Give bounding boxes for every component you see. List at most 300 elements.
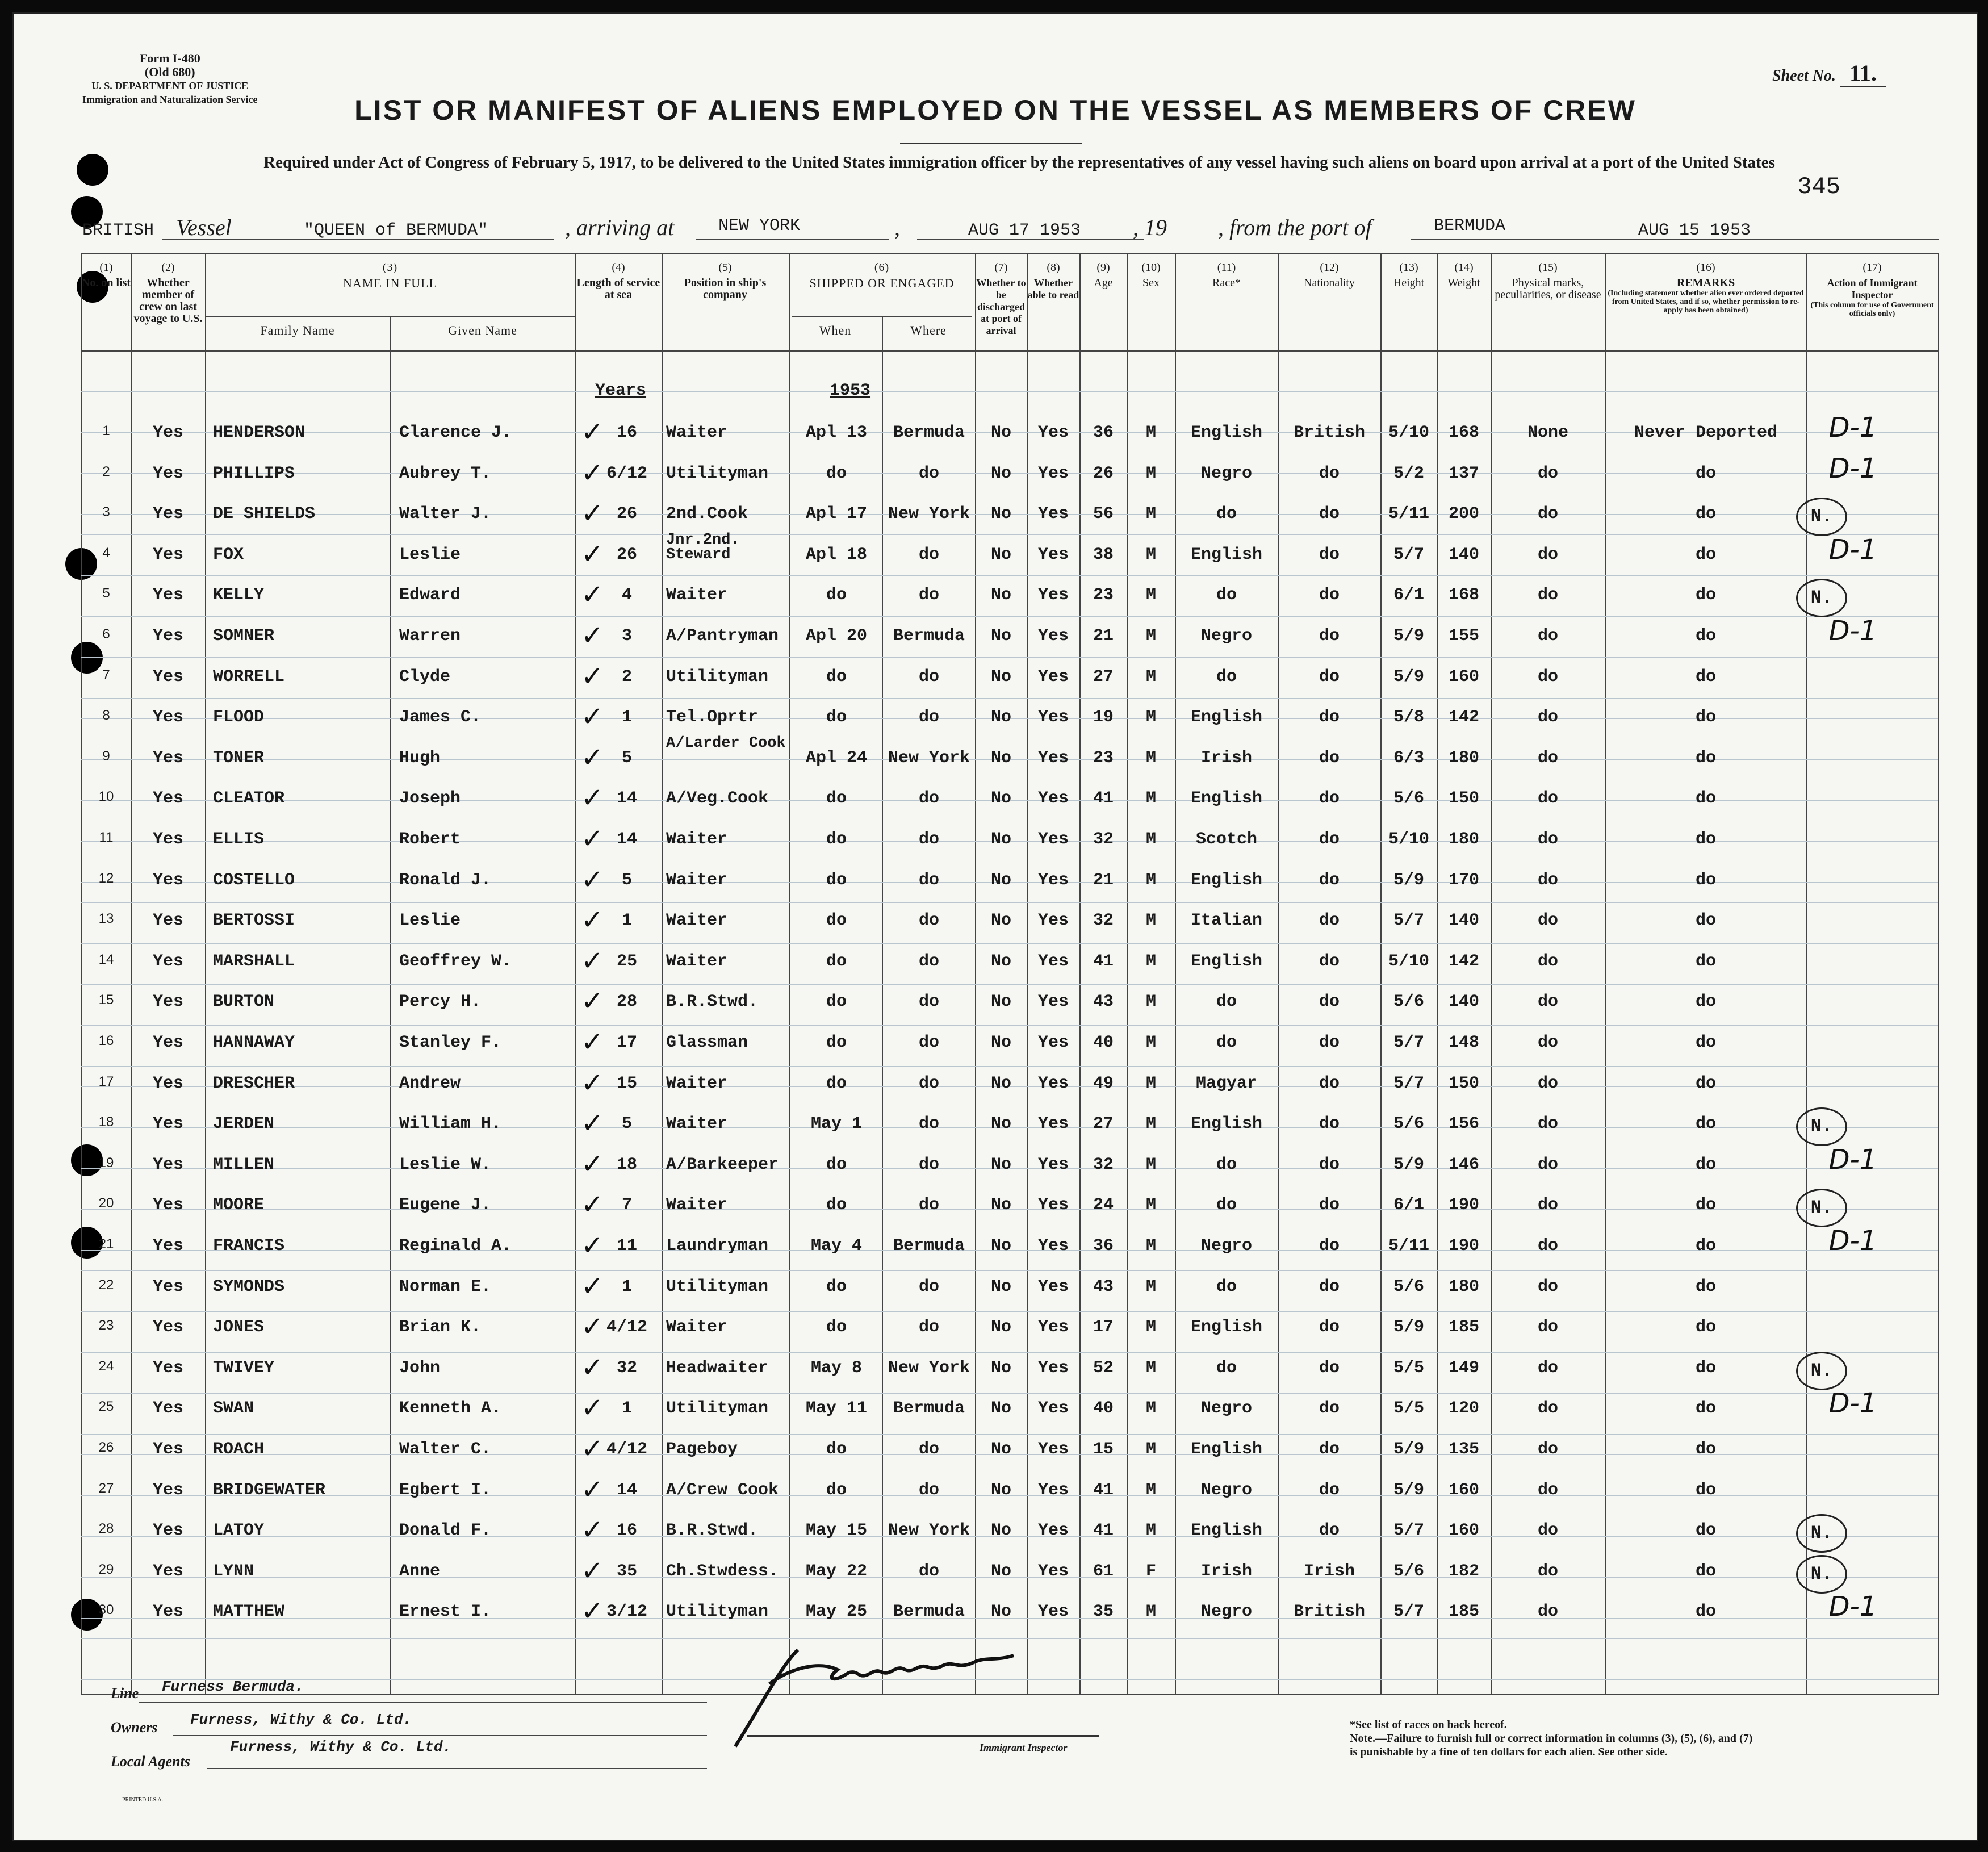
cell-sex: M — [1145, 463, 1156, 483]
cell-read: Yes — [1037, 708, 1069, 728]
cell-sex: M — [1145, 545, 1156, 565]
cell-remarks: do — [1695, 1195, 1716, 1215]
cell-race: English — [1190, 870, 1263, 890]
cell-given: Leslie — [399, 911, 461, 931]
cell-disch: No — [990, 1318, 1011, 1337]
cell-service: 3 — [621, 626, 632, 646]
cell-marks: do — [1537, 1521, 1558, 1541]
cell-height: 5/2 — [1393, 463, 1424, 483]
cell-marks: do — [1537, 1195, 1558, 1215]
cell-disch: No — [990, 1480, 1011, 1500]
cell-nat: do — [1319, 708, 1340, 728]
cell-when: do — [826, 1195, 847, 1215]
cell-nat: do — [1319, 1155, 1340, 1174]
cell-read: Yes — [1037, 911, 1069, 931]
cell-remarks: do — [1695, 1440, 1716, 1459]
cell-given: Geoffrey W. — [399, 951, 512, 971]
cell-read: Yes — [1037, 667, 1069, 687]
cell-given: Joseph — [399, 789, 461, 809]
cell-age: 61 — [1093, 1561, 1114, 1581]
year-label: , 19 — [1133, 215, 1167, 240]
cell-age: 26 — [1093, 463, 1114, 483]
cell-sex: M — [1145, 1318, 1156, 1337]
cell-where: do — [918, 830, 939, 849]
cell-service: 6/12 — [606, 463, 647, 483]
cell-remarks: do — [1695, 1155, 1716, 1174]
cell-sex: M — [1145, 1602, 1156, 1622]
cell-race: English — [1190, 1318, 1263, 1337]
cell-age: 36 — [1093, 1236, 1114, 1256]
cell-marks: do — [1537, 1561, 1558, 1581]
cell-family: PHILLIPS — [213, 463, 295, 483]
cell-weight: 180 — [1448, 748, 1479, 768]
cell-disch: No — [990, 1114, 1011, 1134]
vessel-label: Vessel — [176, 215, 232, 240]
cell-action: D-1 — [1828, 533, 1877, 566]
cell-age: 41 — [1093, 1480, 1114, 1500]
cell-when: do — [826, 586, 847, 605]
years-label: Years — [595, 381, 647, 400]
cell-position: Waiter — [666, 1195, 728, 1215]
cell-where: do — [918, 586, 939, 605]
cell-sex: M — [1145, 1236, 1156, 1256]
cell-last: Yes — [152, 667, 183, 687]
cell-no: 2 — [102, 463, 110, 479]
cell-disch: No — [990, 1602, 1011, 1622]
cell-when: do — [826, 1318, 847, 1337]
owners-label: Owners — [111, 1719, 158, 1736]
cell-weight: 140 — [1448, 545, 1479, 565]
cell-marks: do — [1537, 1073, 1558, 1093]
cell-race: Magyar — [1195, 1073, 1258, 1093]
cell-action: D-1 — [1828, 1143, 1877, 1176]
check-mark-icon: ✓ — [580, 1189, 604, 1221]
check-mark-icon: ✓ — [580, 904, 604, 937]
cell-when: do — [826, 992, 847, 1012]
cell-family: CLEATOR — [213, 789, 285, 809]
cell-family: ELLIS — [213, 830, 265, 849]
cell-nat: do — [1319, 870, 1340, 890]
cell-no: 6 — [102, 626, 110, 642]
cell-disch: No — [990, 911, 1011, 931]
cell-age: 27 — [1093, 1114, 1114, 1134]
cell-sex: M — [1145, 586, 1156, 605]
cell-position: Glassman — [666, 1033, 748, 1052]
cell-height: 5/6 — [1393, 1277, 1424, 1297]
cell-given: Walter C. — [399, 1440, 492, 1459]
cell-position: Utilityman — [666, 667, 769, 687]
cell-last: Yes — [152, 1318, 183, 1337]
cell-age: 40 — [1093, 1033, 1114, 1052]
cell-race: Irish — [1200, 748, 1252, 768]
cell-nat: do — [1319, 1195, 1340, 1215]
cell-family: MILLEN — [213, 1155, 275, 1174]
cell-service: 32 — [616, 1358, 637, 1378]
cell-action: D-1 — [1828, 1225, 1877, 1257]
cell-read: Yes — [1037, 1073, 1069, 1093]
cell-service: 5 — [621, 1114, 632, 1134]
cell-remarks: do — [1695, 1399, 1716, 1419]
cell-race: Negro — [1200, 1480, 1252, 1500]
cell-sex: M — [1145, 626, 1156, 646]
vessel-name: "QUEEN of BERMUDA" — [304, 221, 488, 240]
check-mark-icon: ✓ — [580, 416, 604, 448]
cell-service: 4/12 — [606, 1440, 647, 1459]
cell-disch: No — [990, 626, 1011, 646]
cell-disch: No — [990, 992, 1011, 1012]
cell-no: 30 — [98, 1602, 114, 1618]
cell-where: do — [918, 708, 939, 728]
cell-disch: No — [990, 748, 1011, 768]
cell-weight: 150 — [1448, 1073, 1479, 1093]
cell-when: do — [826, 1155, 847, 1174]
cell-last: Yes — [152, 423, 183, 442]
cell-nat: do — [1319, 951, 1340, 971]
cell-last: Yes — [152, 1195, 183, 1215]
cell-read: Yes — [1037, 789, 1069, 809]
cell-height: 5/7 — [1393, 545, 1424, 565]
cell-marks: do — [1537, 870, 1558, 890]
cell-position: Utilityman — [666, 1602, 769, 1622]
check-mark-icon: ✓ — [580, 1148, 604, 1180]
cell-position: Waiter — [666, 586, 728, 605]
cell-marks: do — [1537, 1358, 1558, 1378]
cell-last: Yes — [152, 504, 183, 524]
cell-height: 5/5 — [1393, 1358, 1424, 1378]
cell-when: do — [826, 1033, 847, 1052]
cell-position: Waiter — [666, 1114, 728, 1134]
cell-when: May 11 — [805, 1399, 868, 1419]
cell-service: 5 — [621, 870, 632, 890]
cell-family: BRIDGEWATER — [213, 1480, 326, 1500]
cell-height: 5/9 — [1393, 870, 1424, 890]
cell-height: 5/9 — [1393, 1440, 1424, 1459]
cell-given: Eugene J. — [399, 1195, 492, 1215]
cell-given: Walter J. — [399, 504, 492, 524]
cell-height: 5/8 — [1393, 708, 1424, 728]
cell-when: do — [826, 830, 847, 849]
cell-no: 5 — [102, 586, 110, 601]
header-weight: (14) Weight — [1447, 261, 1480, 289]
sheet-label: Sheet No. — [1772, 67, 1836, 85]
cell-age: 23 — [1093, 748, 1114, 768]
cell-age: 52 — [1093, 1358, 1114, 1378]
cell-age: 38 — [1093, 545, 1114, 565]
cell-last: Yes — [152, 911, 183, 931]
cell-disch: No — [990, 1440, 1011, 1459]
cell-remarks: do — [1695, 789, 1716, 809]
cell-age: 40 — [1093, 1399, 1114, 1419]
header-no: (1) No. on list — [81, 261, 131, 289]
cell-weight: 185 — [1448, 1602, 1479, 1622]
cell-age: 49 — [1093, 1073, 1114, 1093]
cell-age: 32 — [1093, 1155, 1114, 1174]
cell-given: Aubrey T. — [399, 463, 492, 483]
cell-when: May 22 — [805, 1561, 868, 1581]
check-mark-icon: ✓ — [580, 1270, 604, 1302]
cell-age: 21 — [1093, 870, 1114, 890]
cell-remarks: do — [1695, 463, 1716, 483]
cell-race: do — [1216, 504, 1237, 524]
cell-nat: do — [1319, 1318, 1340, 1337]
cell-given: Stanley F. — [399, 1033, 502, 1052]
cell-given: Anne — [399, 1561, 441, 1581]
cell-marks: do — [1537, 1236, 1558, 1256]
sheet-number — [1772, 60, 1886, 87]
cell-disch: No — [990, 504, 1011, 524]
cell-read: Yes — [1037, 1358, 1069, 1378]
cell-last: Yes — [152, 1440, 183, 1459]
cell-where: do — [918, 1195, 939, 1215]
cell-position: Waiter — [666, 1073, 728, 1093]
check-mark-icon: ✓ — [580, 538, 604, 570]
check-mark-icon: ✓ — [580, 1351, 604, 1383]
cell-family: FLOOD — [213, 708, 265, 728]
cell-given: Andrew — [399, 1073, 461, 1093]
cell-last: Yes — [152, 586, 183, 605]
cell-service: 17 — [616, 1033, 637, 1052]
cell-race: Negro — [1200, 1602, 1252, 1622]
check-mark-icon: ✓ — [580, 1026, 604, 1058]
cell-given: Norman E. — [399, 1277, 492, 1297]
cell-no: 16 — [98, 1033, 114, 1048]
cell-where: do — [918, 870, 939, 890]
cell-weight: 150 — [1448, 789, 1479, 809]
cell-last: Yes — [152, 1561, 183, 1581]
cell-remarks: do — [1695, 1480, 1716, 1500]
arrival-port: NEW YORK — [718, 216, 801, 236]
cell-family: FOX — [213, 545, 244, 565]
cell-sex: M — [1145, 1195, 1156, 1215]
cell-given: Leslie W. — [399, 1155, 492, 1174]
cell-where: do — [918, 1277, 939, 1297]
cell-service: 1 — [621, 911, 632, 931]
check-mark-icon: ✓ — [580, 1473, 604, 1506]
cell-marks: do — [1537, 789, 1558, 809]
cell-position: A/Larder Cook — [666, 734, 786, 752]
cell-service: 16 — [616, 423, 637, 442]
header-nationality: (12) Nationality — [1304, 261, 1355, 289]
subtitle: Required under Act of Congress of February 5, 1917, to be delivered to the United States immigration officer by the representatives of any vessel having such aliens on board upon arrival at a port of the United States — [263, 153, 1775, 172]
cell-disch: No — [990, 789, 1011, 809]
cell-nat: do — [1319, 748, 1340, 768]
form-old-number: (Old 680) — [144, 65, 195, 79]
cell-disch: No — [990, 1236, 1011, 1256]
cell-nat: do — [1319, 545, 1340, 565]
header-remarks: (16) REMARKS (Including statement whether alien ever ordered deported from United States, and if so, whether permission to re-apply has been obtained) — [1608, 261, 1804, 315]
cell-weight: 149 — [1448, 1358, 1479, 1378]
cell-marks: do — [1537, 1480, 1558, 1500]
cell-weight: 160 — [1448, 1480, 1479, 1500]
cell-height: 5/7 — [1393, 1602, 1424, 1622]
cell-position: Waiter — [666, 951, 728, 971]
footnote-races: *See list of races on back hereof. — [1350, 1719, 1507, 1731]
cell-height: 5/9 — [1393, 626, 1424, 646]
cell-when: do — [826, 1440, 847, 1459]
cell-position: B.R.Stwd. — [666, 992, 759, 1012]
cell-when: do — [826, 870, 847, 890]
cell-last: Yes — [152, 748, 183, 768]
cell-when: do — [826, 463, 847, 483]
cell-last: Yes — [152, 1480, 183, 1500]
cell-service: 14 — [616, 830, 637, 849]
cell-no: 9 — [102, 748, 110, 764]
cell-weight: 200 — [1448, 504, 1479, 524]
cell-family: TWIVEY — [213, 1358, 275, 1378]
cell-sex: M — [1145, 667, 1156, 687]
arriving-label: , arriving at — [565, 215, 675, 240]
cell-nat: do — [1319, 1440, 1340, 1459]
cell-position: Waiter — [666, 423, 728, 442]
cell-sex: M — [1145, 708, 1156, 728]
cell-family: COSTELLO — [213, 870, 295, 890]
cell-no: 8 — [102, 708, 110, 724]
cell-disch: No — [990, 951, 1011, 971]
cell-last: Yes — [152, 1602, 183, 1622]
cell-height: 5/10 — [1388, 423, 1429, 442]
cell-action: N. — [1796, 1555, 1847, 1594]
inspector-signature — [730, 1616, 1025, 1752]
cell-race: English — [1190, 1440, 1263, 1459]
cell-marks: do — [1537, 951, 1558, 971]
cell-race: English — [1190, 545, 1263, 565]
cell-position: Utilityman — [666, 463, 769, 483]
check-mark-icon: ✓ — [580, 457, 604, 489]
cell-height: 6/1 — [1393, 1195, 1424, 1215]
cell-no: 20 — [98, 1195, 114, 1211]
cell-when: May 8 — [810, 1358, 862, 1378]
cell-remarks: do — [1695, 951, 1716, 971]
check-mark-icon: ✓ — [580, 1107, 604, 1140]
year-1953: 1953 — [830, 381, 871, 400]
punch-hole — [77, 154, 108, 186]
cell-position: Laundryman — [666, 1236, 769, 1256]
cell-disch: No — [990, 463, 1011, 483]
header-last-voyage: (2) Whether member of crew on last voyage to U.S. — [133, 261, 203, 325]
cell-sex: M — [1145, 992, 1156, 1012]
cell-position: 2nd.Cook — [666, 504, 748, 524]
cell-given: Egbert I. — [399, 1480, 492, 1500]
cell-position: Tel.Oprtr — [666, 708, 759, 728]
cell-service: 18 — [616, 1155, 637, 1174]
cell-marks: do — [1537, 504, 1558, 524]
cell-no: 10 — [98, 789, 114, 805]
cell-service: 3/12 — [606, 1602, 647, 1622]
cell-remarks: do — [1695, 504, 1716, 524]
cell-disch: No — [990, 1033, 1011, 1052]
cell-no: 23 — [98, 1318, 114, 1333]
cell-nat: do — [1319, 1033, 1340, 1052]
cell-given: Warren — [399, 626, 461, 646]
cell-service: 35 — [616, 1561, 637, 1581]
cell-remarks: do — [1695, 667, 1716, 687]
cell-when: do — [826, 1480, 847, 1500]
cell-disch: No — [990, 1155, 1011, 1174]
cell-read: Yes — [1037, 1033, 1069, 1052]
cell-remarks: do — [1695, 545, 1716, 565]
cell-remarks: do — [1695, 586, 1716, 605]
cell-no: 29 — [98, 1561, 114, 1577]
cell-family: LATOY — [213, 1521, 265, 1541]
cell-last: Yes — [152, 463, 183, 483]
cell-weight: 140 — [1448, 911, 1479, 931]
cell-position: Ch.Stwdess. — [666, 1561, 779, 1581]
cell-sex: M — [1145, 789, 1156, 809]
cell-marks: do — [1537, 992, 1558, 1012]
check-mark-icon: ✓ — [580, 579, 604, 611]
cell-weight: 182 — [1448, 1561, 1479, 1581]
cell-read: Yes — [1037, 504, 1069, 524]
cell-action: N. — [1796, 1352, 1847, 1390]
cell-height: 5/6 — [1393, 1561, 1424, 1581]
cell-weight: 137 — [1448, 463, 1479, 483]
sheet-number-value: 11. — [1840, 60, 1886, 87]
cell-where: Bermuda — [893, 1399, 965, 1419]
title-divider — [900, 143, 1082, 144]
cell-nat: do — [1319, 1358, 1340, 1378]
header-discharged: (7) Whether to be discharged at port of arrival — [976, 261, 1026, 336]
cell-height: 5/9 — [1393, 667, 1424, 687]
header-where: Where — [910, 323, 947, 337]
cell-read: Yes — [1037, 1236, 1069, 1256]
cell-age: 41 — [1093, 789, 1114, 809]
footnote-penalty: Note.—Failure to furnish full or correct information in columns (3), (5), (6), and (7) is punishable by a fine of ten dollars for each alien. See other side. — [1350, 1732, 1753, 1758]
cell-family: DE SHIELDS — [213, 504, 316, 524]
manifest-table — [81, 253, 1938, 1695]
cell-weight: 146 — [1448, 1155, 1479, 1174]
header-family-name: Family Name — [260, 323, 335, 337]
cell-no: 12 — [98, 870, 114, 886]
cell-when: Apl 18 — [805, 545, 868, 565]
cell-given: Reginald A. — [399, 1236, 512, 1256]
cell-no: 27 — [98, 1480, 114, 1496]
cell-when: May 25 — [805, 1602, 868, 1622]
cell-when: do — [826, 1073, 847, 1093]
cell-action: D-1 — [1828, 452, 1877, 484]
cell-remarks: do — [1695, 626, 1716, 646]
cell-when: May 4 — [810, 1236, 862, 1256]
stamp-number: 345 — [1797, 173, 1840, 200]
cell-family: KELLY — [213, 586, 265, 605]
cell-no: 1 — [102, 423, 110, 438]
cell-position: Waiter — [666, 830, 728, 849]
cell-disch: No — [990, 423, 1011, 442]
cell-last: Yes — [152, 1033, 183, 1052]
check-mark-icon: ✓ — [580, 1554, 604, 1587]
check-mark-icon: ✓ — [580, 782, 604, 814]
check-mark-icon: ✓ — [580, 1392, 604, 1424]
cell-where: do — [918, 1114, 939, 1134]
cell-height: 5/10 — [1388, 830, 1429, 849]
cell-height: 6/1 — [1393, 586, 1424, 605]
cell-action: N. — [1796, 1107, 1847, 1146]
cell-read: Yes — [1037, 1114, 1069, 1134]
cell-sex: M — [1145, 1033, 1156, 1052]
header-when: When — [819, 323, 852, 337]
cell-when: do — [826, 951, 847, 971]
cell-last: Yes — [152, 1073, 183, 1093]
cell-last: Yes — [152, 1399, 183, 1419]
cell-no: 22 — [98, 1277, 114, 1293]
cell-remarks: do — [1695, 1114, 1716, 1134]
cell-where: do — [918, 545, 939, 565]
cell-height: 5/7 — [1393, 1521, 1424, 1541]
cell-age: 21 — [1093, 626, 1114, 646]
check-mark-icon: ✓ — [580, 944, 604, 977]
cell-given: Brian K. — [399, 1318, 482, 1337]
cell-remarks: do — [1695, 1236, 1716, 1256]
cell-height: 6/3 — [1393, 748, 1424, 768]
